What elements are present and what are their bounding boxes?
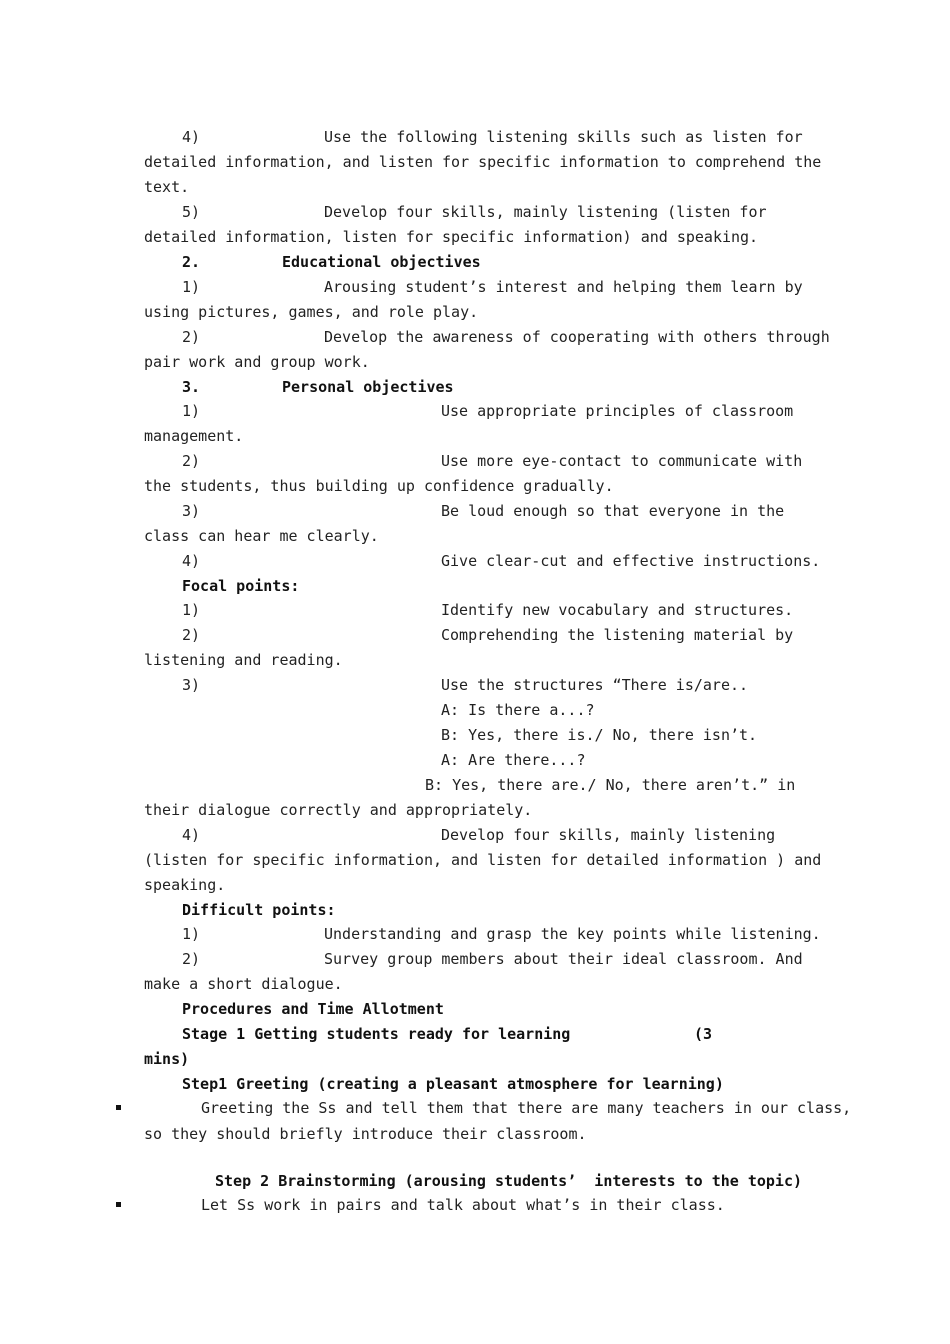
list-number: 4) [182,128,201,146]
paragraph-line: Survey group members about their ideal classroom. And [324,950,803,968]
paragraph-line: Develop four skills, mainly listening (listen for [324,203,767,221]
paragraph-line: detailed information, and listen for specific information to comprehend the [144,153,822,171]
paragraph-line: listening and reading. [144,651,343,669]
paragraph-line: (listen for specific information, and listen for detailed information ) and [144,851,822,869]
paragraph-line: make a short dialogue. [144,975,343,993]
paragraph-line: pair work and group work. [144,353,370,371]
list-number: 3) [182,676,201,694]
paragraph-line: Let Ss work in pairs and talk about what’s in their class. [201,1196,725,1214]
list-number: 1) [182,601,201,619]
paragraph-line: Develop four skills, mainly listening [441,826,776,844]
paragraph-line: detailed information, listen for specific information) and speaking. [144,228,759,246]
list-number: 3) [182,502,201,520]
section-heading: Focal points: [182,577,300,595]
section-number: 3. [182,378,201,396]
paragraph-line: text. [144,178,190,196]
dialogue-line: A: Are there...? [441,751,586,769]
paragraph-line: Arousing student’s interest and helping them learn by [324,278,803,296]
bullet-icon [116,1105,121,1110]
paragraph-line: management. [144,427,244,445]
paragraph-line: the students, thus building up confidence gradually. [144,477,614,495]
paragraph-line: speaking. [144,876,226,894]
paragraph-line: so they should briefly introduce their classroom. [144,1125,587,1143]
list-number: 2) [182,950,201,968]
paragraph-line: Develop the awareness of cooperating with others through [324,328,830,346]
list-number: 4) [182,826,201,844]
list-number: 1) [182,925,201,943]
stage-heading: Stage 1 Getting students ready for learning [182,1025,571,1043]
step-heading: Step1 Greeting (creating a pleasant atmosphere for learning) [182,1075,724,1093]
bullet-icon [116,1202,121,1207]
list-number: 5) [182,203,201,221]
section-heading: Educational objectives [282,253,481,271]
list-number: 2) [182,626,201,644]
paragraph-line: Comprehending the listening material by [441,626,794,644]
list-number: 1) [182,278,201,296]
list-number: 1) [182,402,201,420]
step-heading: Step 2 Brainstorming (arousing students’ interests to the topic) [215,1172,802,1190]
dialogue-line: B: Yes, there is./ No, there isn’t. [441,726,758,744]
paragraph-line: Greeting the Ss and tell them that there are many teachers in our class, [201,1099,852,1117]
stage-time: mins) [144,1050,190,1068]
paragraph-line: Use appropriate principles of classroom [441,402,794,420]
paragraph-line: Use more eye-contact to communicate with [441,452,803,470]
paragraph-line: Use the structures “There is/are.. [441,676,749,694]
paragraph-line: Give clear-cut and effective instructions. [441,552,821,570]
section-number: 2. [182,253,201,271]
paragraph-line: using pictures, games, and role play. [144,303,479,321]
paragraph-line: Be loud enough so that everyone in the [441,502,785,520]
paragraph-line: class can hear me clearly. [144,527,379,545]
paragraph-line: their dialogue correctly and appropriately. [144,801,533,819]
list-number: 4) [182,552,201,570]
paragraph-line: Identify new vocabulary and structures. [441,601,794,619]
list-number: 2) [182,452,201,470]
section-heading: Personal objectives [282,378,454,396]
paragraph-line: Understanding and grasp the key points while listening. [324,925,821,943]
paragraph-line: Use the following listening skills such as listen for [324,128,803,146]
dialogue-line: A: Is there a...? [441,701,595,719]
stage-time: (3 [694,1025,713,1043]
section-heading: Difficult points: [182,901,336,919]
section-heading: Procedures and Time Allotment [182,1000,444,1018]
list-number: 2) [182,328,201,346]
dialogue-line: B: Yes, there are./ No, there aren’t.” in [425,776,796,794]
